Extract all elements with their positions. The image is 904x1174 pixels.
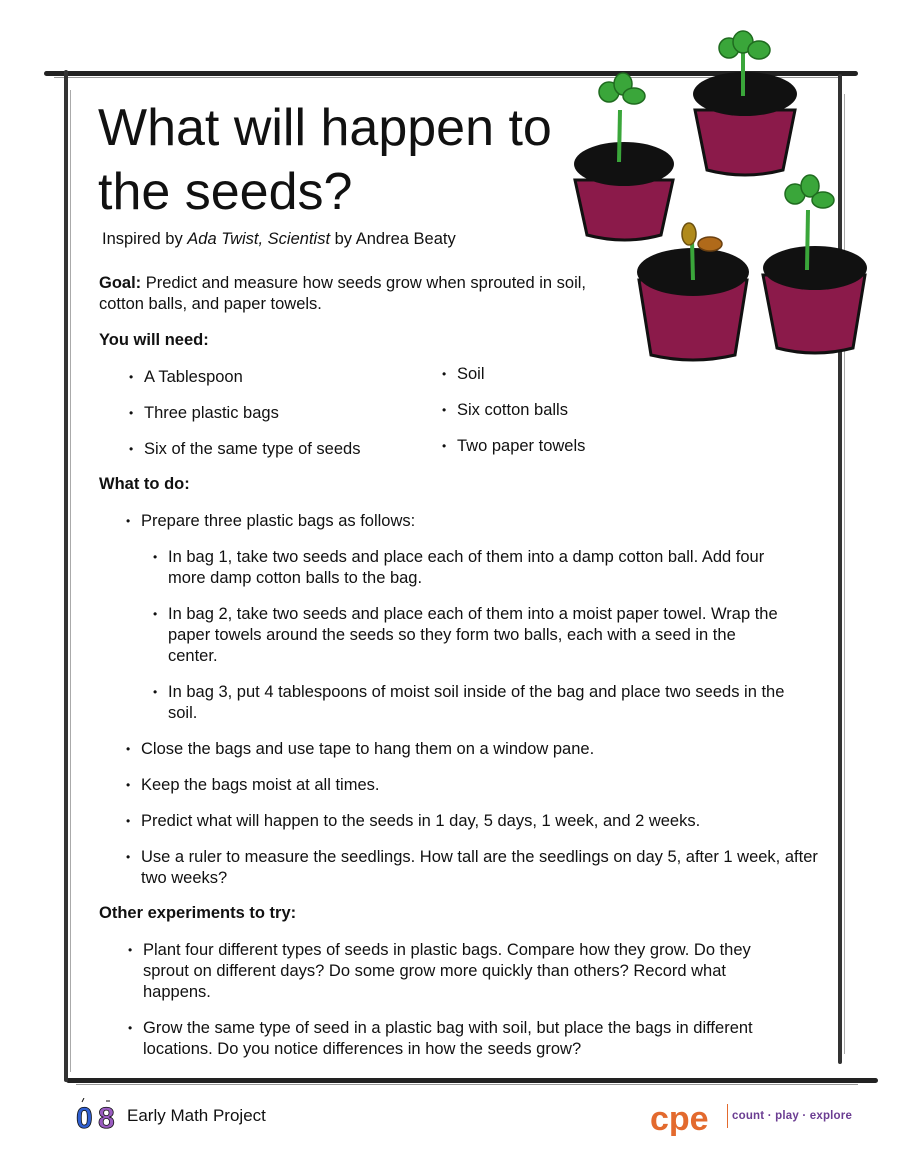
inspired-prefix: Inspired by <box>102 230 188 248</box>
cpe-logo-icon <box>650 1100 726 1136</box>
list-item: • Two paper towels <box>457 436 585 457</box>
inspired-suffix: by Andrea Beaty <box>330 230 456 248</box>
pot-seedling-4 <box>763 175 867 353</box>
list-item: • Plant four different types of seeds in plastic bags. Compare how they grow. Do they sprout on different days? Do some grow more quickly than others? Record what happens. <box>143 940 793 1003</box>
list-item: • In bag 2, take two seeds and place each of them into a moist paper towel. Wrap the paper towels around the seeds so they form two balls, each with a seed in the center. <box>168 604 788 667</box>
list-item: • Six cotton balls <box>457 400 568 421</box>
list-item: • Predict what will happen to the seeds in 1 day, 5 days, 1 week, and 2 weeks. <box>141 811 700 832</box>
svg-text:0: 0 <box>76 1102 93 1134</box>
goal-label: Goal: <box>99 274 142 292</box>
svg-text:8: 8 <box>98 1102 115 1134</box>
list-item: • Keep the bags moist at all times. <box>141 775 379 796</box>
list-item: • In bag 3, put 4 tablespoons of moist soil inside of the bag and place two seeds in the soil. <box>168 682 808 724</box>
goal-text: Predict and measure how seeds grow when sprouted in soil, cotton balls, and paper towels. <box>99 274 586 313</box>
list-item: • Grow the same type of seed in a plastic bag with soil, but place the bags in different locations. Do you notice differences in how the seeds grow? <box>143 1018 763 1060</box>
pot-seedling-3 <box>637 223 749 360</box>
frame-left-border <box>64 70 68 1082</box>
other-heading: Other experiments to try: <box>99 904 297 922</box>
potted-seedlings-illustration <box>565 30 875 370</box>
pot-seedling-2 <box>693 31 797 175</box>
early-math-logo-icon <box>76 1098 126 1134</box>
footer-project-name: Early Math Project <box>127 1106 266 1125</box>
list-item: • In bag 1, take two seeds and place each of them into a damp cotton ball. Add four more damp cotton balls to the bag. <box>168 547 798 589</box>
list-item: • A Tablespoon <box>144 367 243 388</box>
list-item: • Close the bags and use tape to hang them on a window pane. <box>141 739 594 760</box>
book-title: Ada Twist, Scientist <box>187 230 331 248</box>
logo-divider <box>727 1104 728 1128</box>
pot-seedling-1 <box>574 73 674 240</box>
inspired-by-line <box>102 230 456 249</box>
cpe-tagline: count · play · explore <box>732 1110 853 1122</box>
list-item: • Six of the same type of seeds <box>144 439 360 460</box>
list-item: • Use a ruler to measure the seedlings. How tall are the seedlings on day 5, after 1 week, after two weeks? <box>141 847 821 889</box>
list-item: • Three plastic bags <box>144 403 279 424</box>
list-item: • Prepare three plastic bags as follows: <box>141 511 415 532</box>
cpe-logo-text: cpe <box>650 1100 709 1136</box>
list-item: • Soil <box>457 364 485 385</box>
frame-bottom-border <box>66 1078 878 1083</box>
goal-paragraph <box>99 273 609 315</box>
need-heading: You will need: <box>99 331 209 349</box>
page-title: What will happen to the seeds? <box>98 99 552 221</box>
todo-heading: What to do: <box>99 475 190 493</box>
